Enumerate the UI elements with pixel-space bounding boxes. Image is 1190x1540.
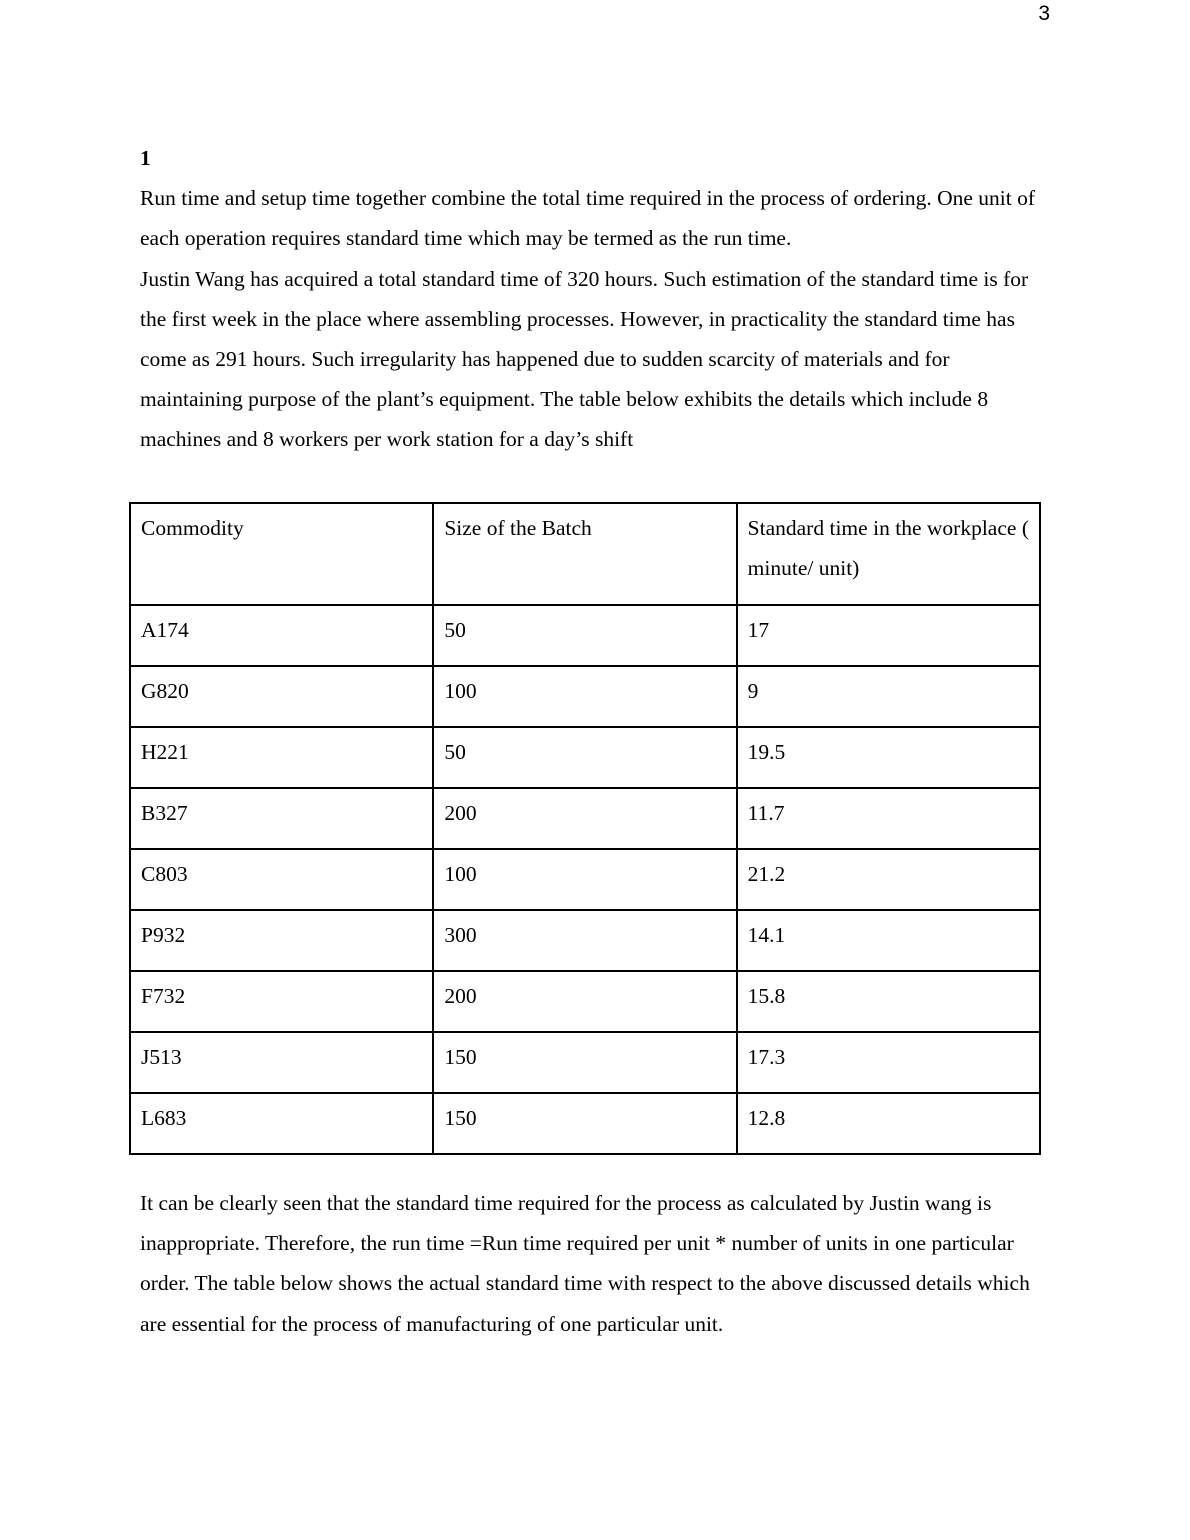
cell-commodity: B327 <box>130 788 433 849</box>
page-number: 3 <box>1038 2 1050 25</box>
details-paragraph: Justin Wang has acquired a total standard time of 320 hours. Such estimation of the standard time is for the first week in the place where assembling processes. However, in practicality the standard time has come as 291 hours. Such irregularity has happened due to sudden scarcity of materials and for maintaining purpose of the plant’s equipment. The table below exhibits the details which include 8 machines and 8 workers per work station for a day’s shift <box>140 266 1029 452</box>
table-row <box>130 666 1040 727</box>
table-row <box>130 849 1040 910</box>
cell-batch-size: 50 <box>433 727 736 788</box>
cell-commodity: J513 <box>130 1032 433 1093</box>
header-standard-time: Standard time in the workplace ( minute/ unit) <box>737 503 1040 605</box>
cell-standard-time: 11.7 <box>737 788 1040 849</box>
cell-standard-time: 12.8 <box>737 1093 1040 1154</box>
cell-standard-time: 21.2 <box>737 849 1040 910</box>
cell-standard-time: 9 <box>737 666 1040 727</box>
cell-commodity: F732 <box>130 971 433 1032</box>
conclusion-paragraph: It can be clearly seen that the standard time required for the process as calculated by Justin wang is inappropriate. Therefore, the run time =Run time required per unit * number of units in one particular order. The table below shows the actual standard time with respect to the above discussed details which are essential for the process of manufacturing of one particular unit. <box>140 1191 1030 1336</box>
table-row <box>130 1032 1040 1093</box>
cell-batch-size: 150 <box>433 1032 736 1093</box>
section-heading: 1 <box>140 146 151 170</box>
standard-time-table <box>129 502 1041 1155</box>
cell-batch-size: 200 <box>433 971 736 1032</box>
cell-commodity: P932 <box>130 910 433 971</box>
cell-batch-size: 200 <box>433 788 736 849</box>
table-row <box>130 910 1040 971</box>
cell-batch-size: 300 <box>433 910 736 971</box>
table-row <box>130 971 1040 1032</box>
cell-standard-time: 19.5 <box>737 727 1040 788</box>
table-row <box>130 727 1040 788</box>
header-batch-size: Size of the Batch <box>433 503 736 605</box>
table-row <box>130 1093 1040 1154</box>
cell-commodity: H221 <box>130 727 433 788</box>
cell-batch-size: 100 <box>433 666 736 727</box>
section-body <box>140 138 1050 460</box>
table-row <box>130 788 1040 849</box>
table-header-row <box>130 503 1040 605</box>
cell-commodity: G820 <box>130 666 433 727</box>
header-commodity: Commodity <box>130 503 433 605</box>
intro-paragraph: Run time and setup time together combine the total time required in the process of ordering. One unit of each operation requires standard time which may be termed as the run time. <box>140 186 1036 251</box>
cell-commodity: L683 <box>130 1093 433 1154</box>
cell-standard-time: 15.8 <box>737 971 1040 1032</box>
cell-batch-size: 100 <box>433 849 736 910</box>
cell-commodity: C803 <box>130 849 433 910</box>
cell-batch-size: 50 <box>433 605 736 666</box>
cell-batch-size: 150 <box>433 1093 736 1154</box>
conclusion-body <box>140 1183 1050 1344</box>
cell-commodity: A174 <box>130 605 433 666</box>
cell-standard-time: 14.1 <box>737 910 1040 971</box>
table-row <box>130 605 1040 666</box>
cell-standard-time: 17.3 <box>737 1032 1040 1093</box>
cell-standard-time: 17 <box>737 605 1040 666</box>
